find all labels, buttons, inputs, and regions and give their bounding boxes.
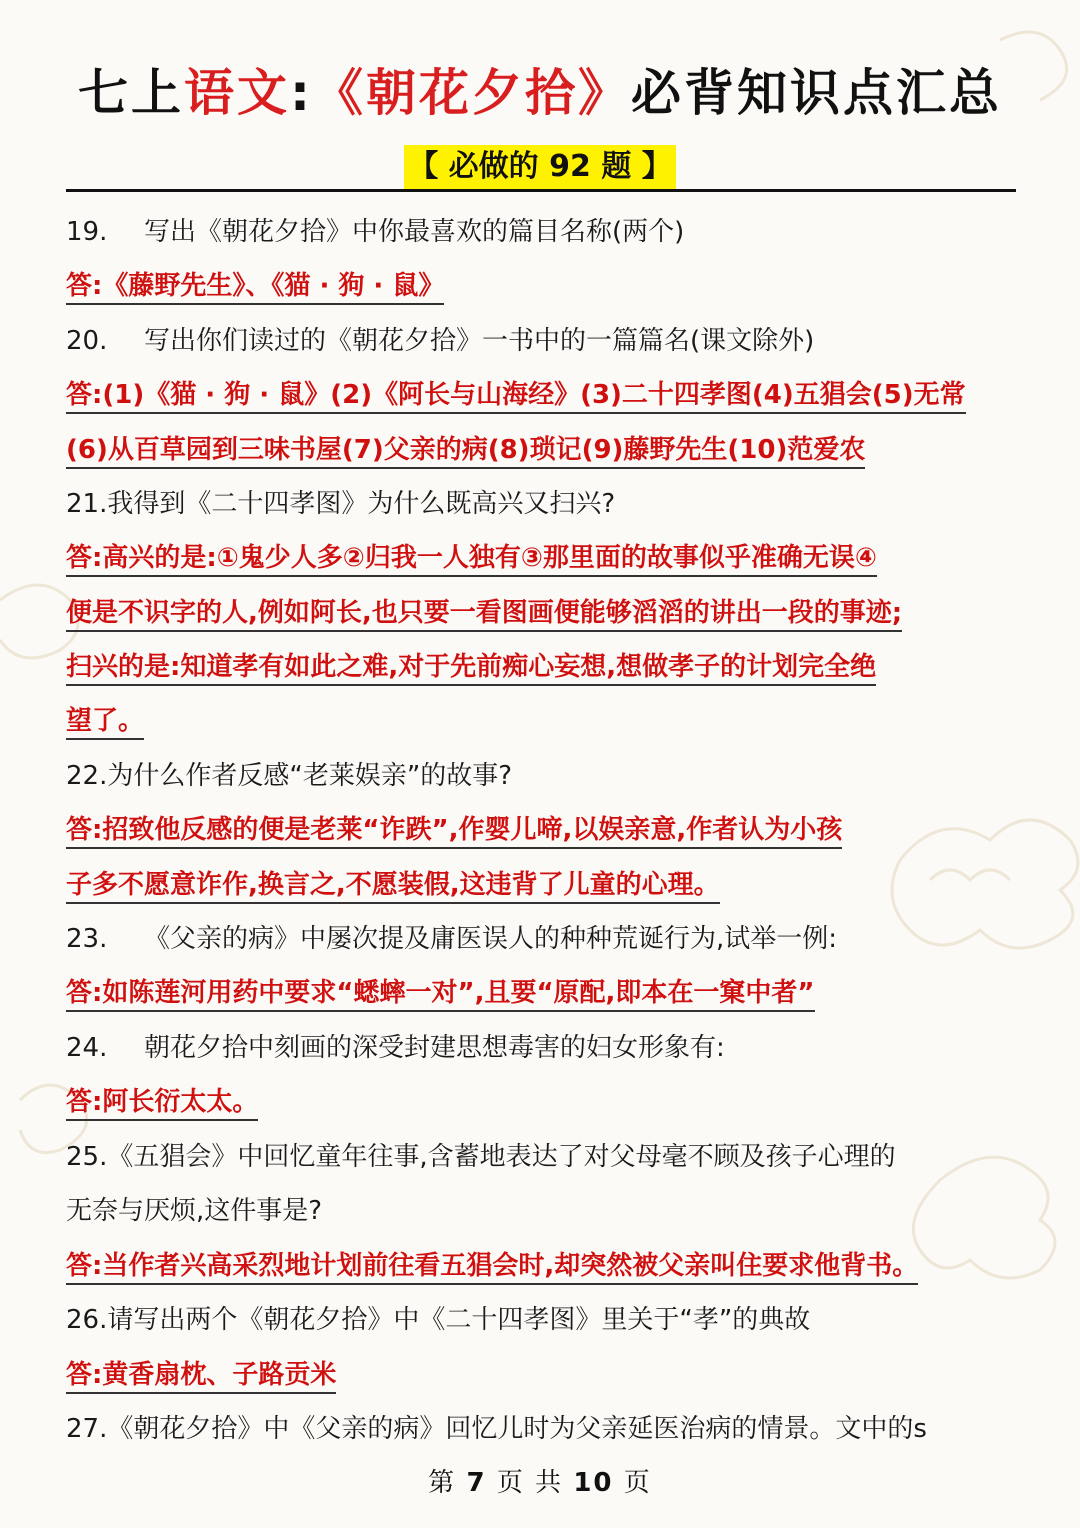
answer-21-line-2: 便是不识字的人,例如阿长,也只要一看图画便能够滔滔的讲出一段的事迹; bbox=[66, 593, 902, 633]
answer-23: 答:如陈莲河用药中要求“蟋蟀一对”,且要“原配,即本在一窠中者” bbox=[66, 973, 815, 1013]
question-24: 24. 朝花夕拾中刻画的深受封建思想毒害的妇女形象有: bbox=[66, 1033, 725, 1063]
question-21: 21.我得到《二十四孝图》为什么既高兴又扫兴? bbox=[66, 489, 616, 519]
question-27: 27.《朝花夕拾》中《父亲的病》回忆儿时为父亲延医治病的情景。文中的s bbox=[66, 1414, 927, 1444]
question-20: 20. 写出你们读过的《朝花夕拾》一书中的一篇篇名(课文除外) bbox=[66, 326, 815, 356]
question-23: 23. 《父亲的病》中屡次提及庸医误人的种种荒诞行为,试举一例: bbox=[66, 924, 838, 954]
answer-20-line-2: (6)从百草园到三味书屋(7)父亲的病(8)琐记(9)藤野先生(10)范爱农 bbox=[66, 430, 865, 470]
answer-21-line-4: 望了。 bbox=[66, 701, 144, 741]
answer-22-line-2: 子多不愿意诈作,换言之,不愿装假,这违背了儿童的心理。 bbox=[66, 865, 720, 905]
question-25-line-2: 无奈与厌烦,这件事是? bbox=[66, 1196, 323, 1226]
answer-25: 答:当作者兴高采烈地计划前往看五猖会时,却突然被父亲叫住要求他背书。 bbox=[66, 1246, 918, 1286]
page-number-footer: 第 7 页 共 10 页 bbox=[428, 1468, 652, 1498]
question-19: 19. 写出《朝花夕拾》中你最喜欢的篇目名称(两个) bbox=[66, 217, 685, 247]
answer-21-line-1: 答:高兴的是:①鬼少人多②归我一人独有③那里面的故事似乎准确无误④ bbox=[66, 538, 877, 578]
question-26: 26.请写出两个《朝花夕拾》中《二十四孝图》里关于“孝”的典故 bbox=[66, 1305, 811, 1335]
answer-21-line-3: 扫兴的是:知道孝有如此之难,对于先前痴心妄想,想做孝子的计划完全绝 bbox=[66, 647, 876, 687]
question-22: 22.为什么作者反感“老莱娱亲”的故事? bbox=[66, 761, 513, 791]
answer-26: 答:黄香扇枕、子路贡米 bbox=[66, 1355, 336, 1395]
page-title: 七上语文:《朝花夕拾》必背知识点汇总 bbox=[78, 64, 1002, 122]
header-divider bbox=[66, 189, 1016, 192]
question-count-badge: 【 必做的 92 题 】 bbox=[404, 145, 676, 189]
question-25-line-1: 25.《五猖会》中回忆童年往事,含蓄地表达了对父母毫不顾及孩子心理的 bbox=[66, 1142, 896, 1172]
answer-24: 答:阿长衍太太。 bbox=[66, 1082, 258, 1122]
answer-19: 答:《藤野先生》、《猫 · 狗 · 鼠》 bbox=[66, 266, 444, 306]
answer-22-line-1: 答:招致他反感的便是老莱“诈跌”,作婴儿啼,以娱亲意,作者认为小孩 bbox=[66, 810, 842, 850]
answer-20-line-1: 答:(1)《猫 · 狗 · 鼠》(2)《阿长与山海经》(3)二十四孝图(4)五猖会(5)无常 bbox=[66, 375, 966, 415]
